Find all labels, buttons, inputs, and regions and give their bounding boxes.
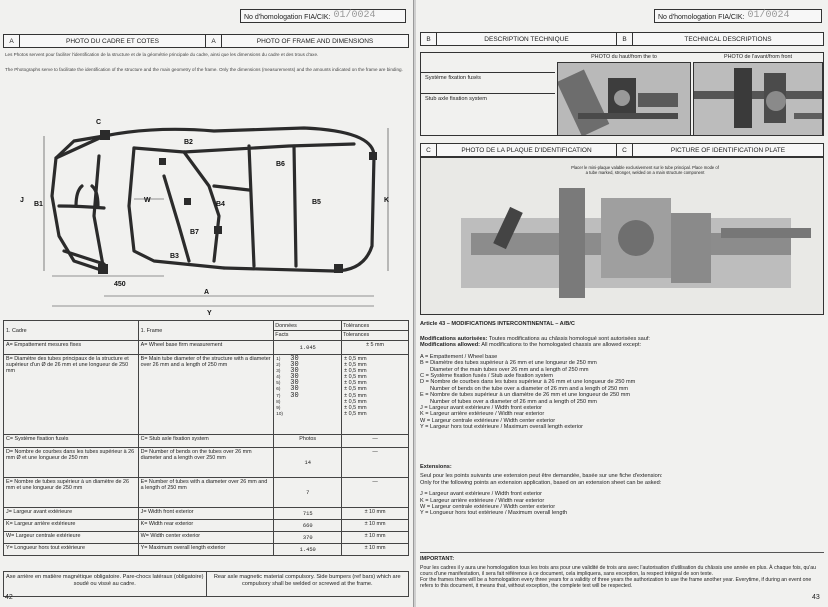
list-item: C = Système fixation fusés / Stub axle fixation system	[420, 373, 553, 380]
list-item: E = Nombre de tubes supérieur à un diamètre de 26 mm et une longueur de 250 mm	[420, 392, 631, 399]
photo-front-caption: PHOTO de l'avant/from front	[723, 54, 793, 60]
dim-label-b1: B1	[34, 201, 43, 208]
modifications-block: Modifications autorisées: Toutes modifications au châssis homologué sont autorisées sauf: Modifications allowed: All modifications to the homologated chassis are allowed except: A = Empattement / Wheel base B = Diamètre des tubes supérieur à 26 mm et une longueur de 250 mm Diameter of the main tubes over 26 mm and a length of 250 mm C = Système fixation fusés / Stub axle fixation system D = Nombre de courbes dans les tubes supérieur à 26 mm et une longueur de 250 mm Number of bends on the tube over a diameter of 26 mm and a length of 250 mm E = Nombre de tubes supérieur à un diamètre de 26 mm et une longueur de 250 mm Number of tubes over a diameter of 26 mm and a length of 250 mm J = Largeur avant extérieure / Width front exterior K = Largeur arrière extérieure / Width rear exterior W = Largeur centrale extérieure / Width center exterior Y = Largeur hors tout extérieure / Maximum overall length exterior	[420, 336, 824, 431]
section-b-header: B DESCRIPTION TECHNIQUE B TECHNICAL DESCRIPTIONS	[420, 32, 824, 46]
photo-top	[557, 62, 691, 136]
list-item: J = Largeur avant extérieure / Width front exterior	[420, 405, 543, 412]
left-footer-box	[3, 571, 409, 597]
table-row: Y= Longueur hors tout extérieure Y= Maximum overall length exterior 1.450 ± 10 mm	[4, 544, 409, 556]
list-item: A = Empattement / Wheel base	[420, 353, 498, 360]
table-row: A= Empattement mesures fixes A= Wheel base firm measurement 1.045 ± 5 mm	[4, 341, 409, 355]
article-title: Article 43 – MODIFICATIONS INTERCONTINENTAL – A/B/C	[420, 321, 575, 327]
list-item: D = Nombre de courbes dans les tubes supérieur à 26 mm et une longueur de 250 mm	[420, 379, 636, 386]
list-item: Y = Longueur hors tout extérieure / Maximum overall length	[420, 510, 568, 517]
list-item: W = Largeur centrale extérieure / Width center exterior	[420, 504, 556, 511]
dim-label-y: Y	[207, 310, 212, 317]
photo-top-caption: PHOTO du haut/from the to	[591, 54, 657, 60]
b-values-list: 1) 30 2) 30 3) 30 4) 30 5) 30 6) 30 7) 30 8) 9) 10)	[276, 355, 299, 416]
page-number-right: 43	[812, 594, 820, 601]
spec-header-row: 1. Cadre 1. Frame Données Facts Tolérances Tolerances	[4, 321, 409, 341]
section-c-header: C PHOTO DE LA PLAQUE D'IDENTIFICATION C PICTURE OF IDENTIFICATION PLATE	[420, 143, 824, 157]
page-number-left: 42	[5, 594, 13, 601]
section-b-title-en: TECHNICAL DESCRIPTIONS	[684, 35, 772, 43]
dim-label-b4: B4	[216, 201, 225, 208]
table-row: K= Largeur arrière extérieure K= Width rear exterior 660 ± 10 mm	[4, 520, 409, 532]
kart-frame-diagram	[4, 86, 408, 320]
photo-front	[693, 62, 823, 136]
list-item: Y = Largeur hors tout extérieure / Maximum overall length exterior	[420, 424, 583, 431]
frame-drawing	[4, 86, 408, 320]
plate-note: Placer le mini-plaque valable exclusivement sur le tube principal. Place mode of a tube marked, stronger, welded on a main structure component	[571, 165, 719, 175]
homologation-number: 01/0024	[333, 10, 376, 21]
table-row: E= Nombre de tubes supérieur à un diamètre de 26 mm et une longueur de 250 mm E= Number of tubes with a diameter over 26 mm and a length of 250 mm 7 —	[4, 478, 409, 508]
spec-table	[3, 320, 409, 556]
intro-en: The Photographs serve to facilitate the identification of the structure and the main geometry of the frame. Only the dimensions (measurements) and the amounts indicated on the frame are binding.	[5, 67, 403, 72]
dim-label-450: 450	[114, 281, 126, 288]
intro-fr: Les Photos servent pour faciliter l'identification de la structure et de la géométrie principale du cadre, ainsi que les dimensions du cadre et des trous d'axe.	[5, 52, 319, 57]
right-page	[416, 0, 828, 607]
dim-label-a: A	[204, 289, 210, 296]
table-row: B= Diamètre des tubes principaux de la structure et supérieur d'un Ø de 26 mm et une longueur de 250 mm B= Main tube diameter of the structure with a diameter over 26 mm and a length of 250 mm 1) 30 2) 30 3) 30 4) 30 5) 30 6) 30 7) 30 8) 9) 10) ± 0,5 mm ± 0,5 mm ± 0,5 mm ± 0,5 mm ± 0,5 mm ± 0,5 mm ± 0,5 mm ± 0,5 mm ± 0,5 mm ± 0,5 mm	[4, 355, 409, 435]
homologation-box: No d'homologation FIA/CIK: 01/0024	[240, 9, 406, 23]
important-block: IMPORTANT: Pour les cadres il y aura une homologation tous les trois ans pour une validité de trois ans avec l'autorisation d'utilisation du châssis une année en plus. À chaque fois, qu'au cours d'une manifestation, il sera fait référence à ce document, cela impliquera, sans exception, la respect intégral de son texte. For the frames there will be a homologation every three years for a validity of three years the authorization to use the frame another year. Everytime, if during an event one refers to this document, it means that, without exception, the complete text will be respected.	[420, 556, 817, 590]
dim-label-w: W	[144, 197, 151, 204]
list-item: W = Largeur centrale extérieure / Width center exterior	[420, 417, 556, 424]
table-row: C= Système fixation fusés C= Stub axle fixation system Photos —	[4, 435, 409, 448]
dim-label-b7: B7	[190, 229, 199, 236]
section-b-title-fr: DESCRIPTION TECHNIQUE	[437, 33, 617, 45]
modifications-list	[420, 354, 824, 431]
dim-label-b2: B2	[184, 139, 193, 146]
homologation-number: 01/0024	[747, 10, 790, 21]
section-c-title-en: PICTURE OF IDENTIFICATION PLATE	[670, 146, 786, 154]
sys-fixation-label: Système fixation fusés	[425, 75, 481, 81]
dim-label-b5: B5	[312, 199, 321, 206]
list-item: K = Largeur arrière extérieure / Width rear exterior	[420, 411, 545, 418]
section-c-title-fr: PHOTO DE LA PLAQUE D'IDENTIFICATION	[437, 144, 617, 156]
b-tolerances-list: ± 0,5 mm ± 0,5 mm ± 0,5 mm ± 0,5 mm ± 0,5 mm ± 0,5 mm ± 0,5 mm ± 0,5 mm ± 0,5 mm ± 0,5 mm	[344, 356, 367, 417]
section-a-title-en: PHOTO OF FRAME AND DIMENSIONS	[256, 37, 374, 45]
table-row: J= Largeur avant extérieure J= Width front exterior 715 ± 10 mm	[4, 508, 409, 520]
section-b-body	[420, 52, 824, 136]
table-row: W= Largeur centrale extérieure W= Width center exterior 370 ± 10 mm	[4, 532, 409, 544]
identification-plate-photo	[420, 157, 824, 315]
dim-label-c: C	[96, 119, 102, 126]
dim-label-k: K	[384, 197, 390, 204]
table-row: D= Nombre de courbes dans les tubes supérieur à 26 mm Ø et une longueur de 250 mm D= Number of bends on the tubes over 26 mm diameter and a length over 250 mm 14 —	[4, 448, 409, 478]
dim-label-b3: B3	[170, 253, 179, 260]
section-a-title-fr: PHOTO DU CADRE ET COTES	[20, 35, 206, 47]
list-item: Number of bends on the tube over a diameter of 26 mm and a length of 250 mm	[430, 385, 629, 392]
footer-fr: Axe arrière en matière magnétique obligatoire. Pare-chocs latéraux (obligatoire) soudé ou vissé au cadre.	[4, 572, 207, 596]
extensions-block: Extensions: Seul pour les points suivants une extension peut être demandée, basée sur une fiche d'extension: Only for the following points an extension application, based on an extension sheet can be asked: J = Largeur avant extérieure / Width front exterior K = Largeur arrière extérieure / Width rear exterior W = Largeur centrale extérieure / Width center exterior Y = Longueur hors tout extérieure / Maximum overall length	[420, 464, 824, 517]
list-item: Number of tubes over a diameter of 26 mm and a length of 250 mm	[430, 398, 597, 405]
list-item: B = Diamètre des tubes supérieur à 26 mm et une longueur de 250 mm	[420, 360, 597, 367]
list-item: K = Largeur arrière extérieure / Width rear exterior	[420, 497, 545, 504]
footer-en: Rear axle magnetic material compulsory. Side bumpers (ref bars) which are compulsory shall be welded or screwed at the frame.	[213, 574, 401, 587]
stub-axle-label: Stub axle fixation system	[425, 96, 487, 102]
homologation-box: No d'homologation FIA/CIK: 01/0024	[654, 9, 822, 23]
dim-label-b6: B6	[276, 161, 285, 168]
dim-label-j: J	[20, 197, 24, 204]
section-a-header: A PHOTO DU CADRE ET COTES A PHOTO OF FRAME AND DIMENSIONS	[3, 34, 409, 48]
list-item: Diameter of the main tubes over 26 mm and a length of 250 mm	[430, 366, 589, 373]
list-item: J = Largeur avant extérieure / Width front exterior	[420, 491, 543, 498]
